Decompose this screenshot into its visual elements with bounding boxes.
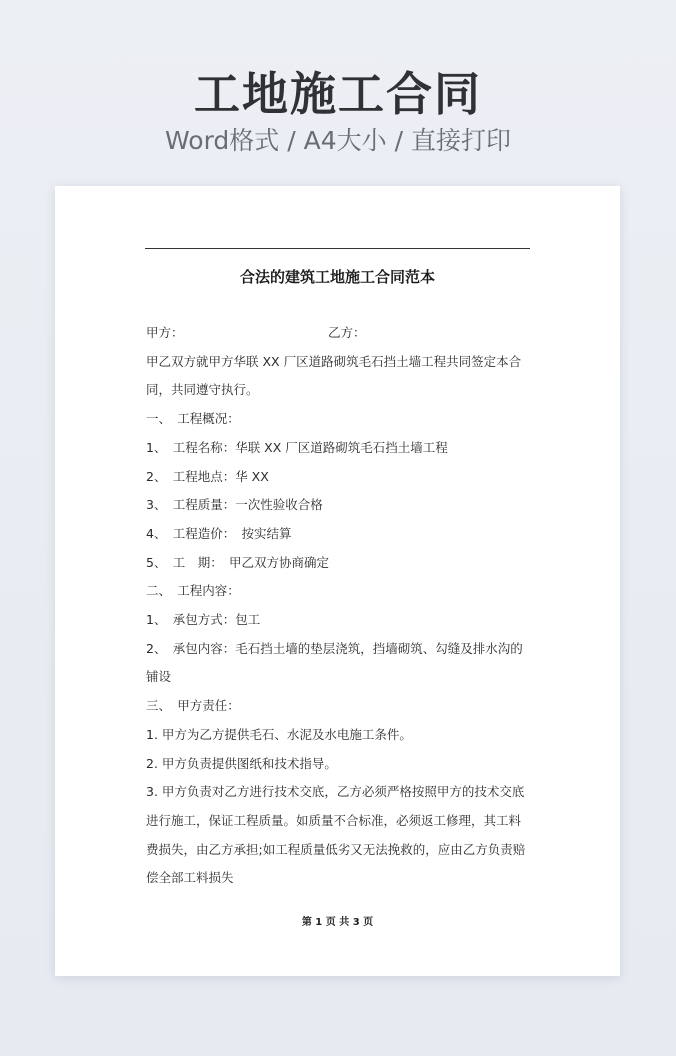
list-item: 5、 工 期： 甲乙双方协商确定 [146,554,329,570]
document-body [146,319,532,893]
section-heading-content: 二、 工程内容： [146,583,240,599]
party-b-label: 乙方： [328,325,366,340]
header-rule [145,248,530,249]
intro-paragraph: 甲乙双方就甲方华联 XX 厂区道路砌筑毛石挡土墙工程共同签定本合同，共同遵守执行。 [146,353,522,398]
banner-subtitle: Word格式 / A4大小 / 直接打印 [165,126,511,155]
list-item: 2、 承包内容：毛石挡土墙的垫层浇筑，挡墙砌筑、勾缝及排水沟的铺设 [146,640,523,685]
section-heading-party-a-duties: 三、 甲方责任： [146,698,240,714]
parties-line [146,319,532,348]
list-item: 3. 甲方负责对乙方进行技术交底，乙方必须严格按照甲方的技术交底进行施工，保证工程质量。如质量不合标准，必须返工修理，其工料费损失，由乙方承担;如工程质量低劣又无法挽救的，应由乙方负责赔偿全部工料损失 [146,784,526,886]
list-item: 2. 甲方负责提供图纸和技术指导。 [146,755,337,771]
document-title: 合法的建筑工地施工合同范本 [239,268,435,286]
banner-title: 工地施工合同 [194,67,482,121]
list-item: 1、 工程名称：华联 XX 厂区道路砌筑毛石挡土墙工程 [146,439,448,455]
list-item: 4、 工程造价： 按实结算 [146,525,292,541]
list-item: 2、 工程地点：华 XX [146,468,269,484]
list-item: 1、 承包方式：包工 [146,612,261,628]
list-item: 3、 工程质量：一次性验收合格 [146,497,323,513]
section-heading-overview: 一、 工程概况： [146,411,240,427]
document-page [55,186,620,976]
banner [0,66,676,158]
list-item: 1. 甲方为乙方提供毛石、水泥及水电施工条件。 [146,726,412,742]
page-number-footer: 第 1 页 共 3 页 [301,917,374,928]
party-a-label: 甲方： [146,325,184,340]
